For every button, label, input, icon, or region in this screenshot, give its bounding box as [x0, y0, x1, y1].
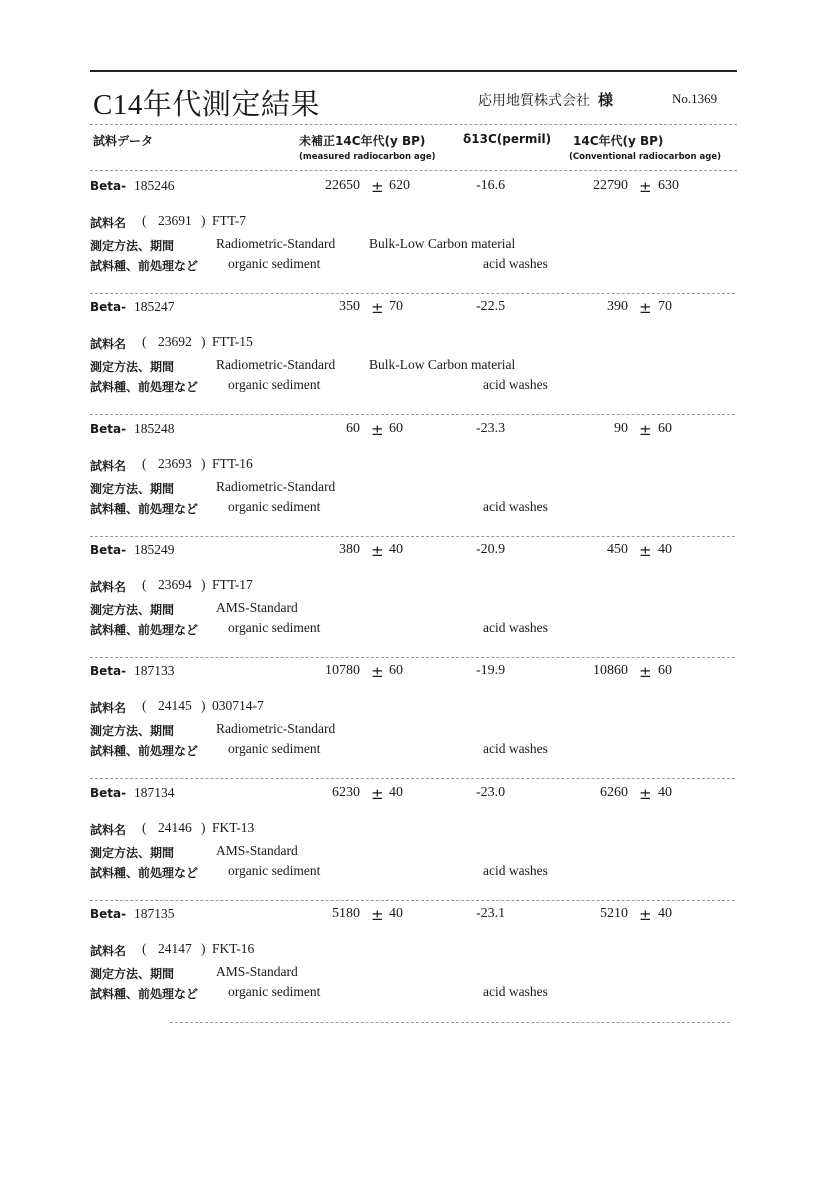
- method-value: Radiometric-Standard: [216, 236, 336, 251]
- conventional-age: 390: [607, 299, 628, 314]
- pretreatment-value: acid washes: [483, 256, 548, 271]
- measured-pm: ±: [371, 906, 384, 924]
- measured-age: 5180: [332, 906, 360, 921]
- conventional-age: 90: [614, 421, 628, 436]
- conventional-pm: ±: [639, 906, 652, 924]
- pretreatment-label: 試料種、前処理など: [90, 502, 199, 516]
- measured-pm: ±: [371, 785, 384, 803]
- measured-age: 380: [339, 542, 360, 557]
- material-value: organic sediment: [228, 256, 321, 271]
- method-label: 測定方法、期間: [90, 724, 175, 738]
- pretreatment-value: acid washes: [483, 741, 548, 756]
- conventional-pm: ±: [639, 178, 652, 196]
- method-value: AMS-Standard: [216, 600, 298, 615]
- beta-label: Beta-: [90, 664, 127, 678]
- pretreatment-value: acid washes: [483, 620, 548, 635]
- beta-label: Beta-: [90, 422, 127, 436]
- conventional-error: 70: [658, 299, 672, 314]
- measured-age: 60: [346, 421, 360, 436]
- measured-pm: ±: [371, 663, 384, 681]
- measured-error: 40: [389, 785, 403, 800]
- method-extra: Bulk-Low Carbon material: [369, 236, 516, 251]
- paren-close: ): [201, 941, 206, 956]
- sample-name: FKT-16: [212, 941, 255, 956]
- delta13c-value: -22.5: [476, 299, 506, 314]
- measured-age: 350: [339, 299, 360, 314]
- method-value: Radiometric-Standard: [216, 479, 336, 494]
- sample-name: FTT-16: [212, 456, 253, 471]
- page-title: C14年代測定結果: [93, 89, 320, 121]
- material-value: organic sediment: [228, 984, 321, 999]
- material-value: organic sediment: [228, 499, 321, 514]
- paren-open: (: [142, 213, 147, 228]
- paren-close: ): [201, 213, 206, 228]
- conventional-error: 40: [658, 906, 672, 921]
- paren-open: (: [142, 941, 147, 956]
- pretreatment-label: 試料種、前処理など: [90, 987, 199, 1001]
- conventional-error: 60: [658, 663, 672, 678]
- pretreatment-label: 試料種、前処理など: [90, 259, 199, 273]
- measured-error: 40: [389, 906, 403, 921]
- conventional-pm: ±: [639, 542, 652, 560]
- sample-id: 24147: [158, 941, 192, 956]
- material-value: organic sediment: [228, 741, 321, 756]
- method-label: 測定方法、期間: [90, 846, 175, 860]
- beta-number: 185249: [134, 542, 175, 557]
- beta-number: 185248: [134, 421, 175, 436]
- measured-pm: ±: [371, 178, 384, 196]
- delta13c-value: -23.0: [476, 785, 506, 800]
- beta-number: 185246: [134, 178, 175, 193]
- measured-error: 60: [389, 421, 403, 436]
- method-value: AMS-Standard: [216, 843, 298, 858]
- paren-open: (: [142, 577, 147, 592]
- top-rule: [90, 70, 737, 72]
- sample-name: FTT-7: [212, 213, 247, 228]
- row-divider: [90, 900, 735, 901]
- conventional-error: 630: [658, 178, 679, 193]
- method-label: 測定方法、期間: [90, 360, 175, 374]
- sample-name-label: 試料名: [90, 580, 127, 594]
- document-number: No.1369: [672, 91, 718, 106]
- pretreatment-label: 試料種、前処理など: [90, 744, 199, 758]
- paren-open: (: [142, 334, 147, 349]
- material-value: organic sediment: [228, 863, 321, 878]
- method-label: 測定方法、期間: [90, 482, 175, 496]
- conventional-age: 22790: [593, 178, 628, 193]
- beta-label: Beta-: [90, 543, 127, 557]
- paren-close: ): [201, 698, 206, 713]
- sample-id: 24145: [158, 698, 192, 713]
- measured-age: 6230: [332, 785, 360, 800]
- pretreatment-value: acid washes: [483, 984, 548, 999]
- sample-name: 030714-7: [212, 698, 264, 713]
- sample-name-label: 試料名: [90, 823, 127, 837]
- measured-error: 620: [389, 178, 410, 193]
- material-value: organic sediment: [228, 377, 321, 392]
- sample-id: 23692: [158, 334, 192, 349]
- paren-close: ): [201, 577, 206, 592]
- delta13c-value: -23.3: [476, 421, 506, 436]
- company-name: 応用地質株式会社: [478, 94, 590, 109]
- row-divider: [90, 414, 735, 415]
- conventional-age: 5210: [600, 906, 628, 921]
- method-label: 測定方法、期間: [90, 239, 175, 253]
- sample-id: 23694: [158, 577, 192, 592]
- beta-label: Beta-: [90, 907, 127, 921]
- col-sample-data: 試料データ: [93, 134, 154, 148]
- method-value: Radiometric-Standard: [216, 357, 336, 372]
- conventional-error: 40: [658, 785, 672, 800]
- conventional-error: 60: [658, 421, 672, 436]
- conventional-pm: ±: [639, 421, 652, 439]
- sample-id: 23693: [158, 456, 192, 471]
- sample-name-label: 試料名: [90, 701, 127, 715]
- sample-name-label: 試料名: [90, 944, 127, 958]
- beta-label: Beta-: [90, 179, 127, 193]
- delta13c-value: -19.9: [476, 663, 506, 678]
- delta13c-value: -16.6: [476, 178, 506, 193]
- pretreatment-label: 試料種、前処理など: [90, 380, 199, 394]
- pretreatment-label: 試料種、前処理など: [90, 623, 199, 637]
- paren-close: ): [201, 334, 206, 349]
- col-delta13c: δ13C(permil): [463, 132, 552, 146]
- sample-id: 24146: [158, 820, 192, 835]
- beta-number: 187134: [134, 785, 175, 800]
- paren-close: ): [201, 456, 206, 471]
- conventional-age: 450: [607, 542, 628, 557]
- sample-name: FTT-15: [212, 334, 253, 349]
- sample-name-label: 試料名: [90, 216, 127, 230]
- method-value: AMS-Standard: [216, 964, 298, 979]
- method-value: Radiometric-Standard: [216, 721, 336, 736]
- row-divider: [90, 778, 735, 779]
- sample-name: FTT-17: [212, 577, 253, 592]
- measured-error: 60: [389, 663, 403, 678]
- sample-name: FKT-13: [212, 820, 255, 835]
- col-conventional-age-sub: (Conventional radiocarbon age): [569, 152, 721, 162]
- measured-pm: ±: [371, 421, 384, 439]
- measured-pm: ±: [371, 542, 384, 560]
- sample-name-label: 試料名: [90, 337, 127, 351]
- beta-label: Beta-: [90, 300, 127, 314]
- row-divider: [90, 536, 735, 537]
- beta-number: 187133: [134, 663, 175, 678]
- method-extra: Bulk-Low Carbon material: [369, 357, 516, 372]
- method-label: 測定方法、期間: [90, 603, 175, 617]
- row-divider: [90, 293, 735, 294]
- paren-close: ): [201, 820, 206, 835]
- pretreatment-value: acid washes: [483, 863, 548, 878]
- conventional-age: 10860: [593, 663, 628, 678]
- honorific: 様: [598, 91, 614, 109]
- measured-pm: ±: [371, 299, 384, 317]
- measured-age: 22650: [325, 178, 360, 193]
- col-measured-age-sub: (measured radiocarbon age): [299, 152, 436, 162]
- sample-id: 23691: [158, 213, 192, 228]
- measured-error: 40: [389, 542, 403, 557]
- beta-number: 185247: [134, 299, 175, 314]
- row-divider: [90, 657, 735, 658]
- beta-number: 187135: [134, 906, 175, 921]
- header-rule: [90, 170, 737, 171]
- beta-label: Beta-: [90, 786, 127, 800]
- measured-error: 70: [389, 299, 403, 314]
- pretreatment-label: 試料種、前処理など: [90, 866, 199, 880]
- pretreatment-value: acid washes: [483, 377, 548, 392]
- conventional-age: 6260: [600, 785, 628, 800]
- conventional-pm: ±: [639, 785, 652, 803]
- paren-open: (: [142, 456, 147, 471]
- sample-name-label: 試料名: [90, 459, 127, 473]
- paren-open: (: [142, 698, 147, 713]
- measured-age: 10780: [325, 663, 360, 678]
- conventional-pm: ±: [639, 299, 652, 317]
- col-conventional-age: 14C年代(y BP): [573, 134, 664, 148]
- conventional-pm: ±: [639, 663, 652, 681]
- col-measured-age: 未補正14C年代(y BP): [299, 134, 426, 148]
- paren-open: (: [142, 820, 147, 835]
- delta13c-value: -20.9: [476, 542, 506, 557]
- method-label: 測定方法、期間: [90, 967, 175, 981]
- pretreatment-value: acid washes: [483, 499, 548, 514]
- delta13c-value: -23.1: [476, 906, 506, 921]
- material-value: organic sediment: [228, 620, 321, 635]
- conventional-error: 40: [658, 542, 672, 557]
- title-rule: [90, 124, 737, 125]
- bottom-rule: [170, 1022, 730, 1023]
